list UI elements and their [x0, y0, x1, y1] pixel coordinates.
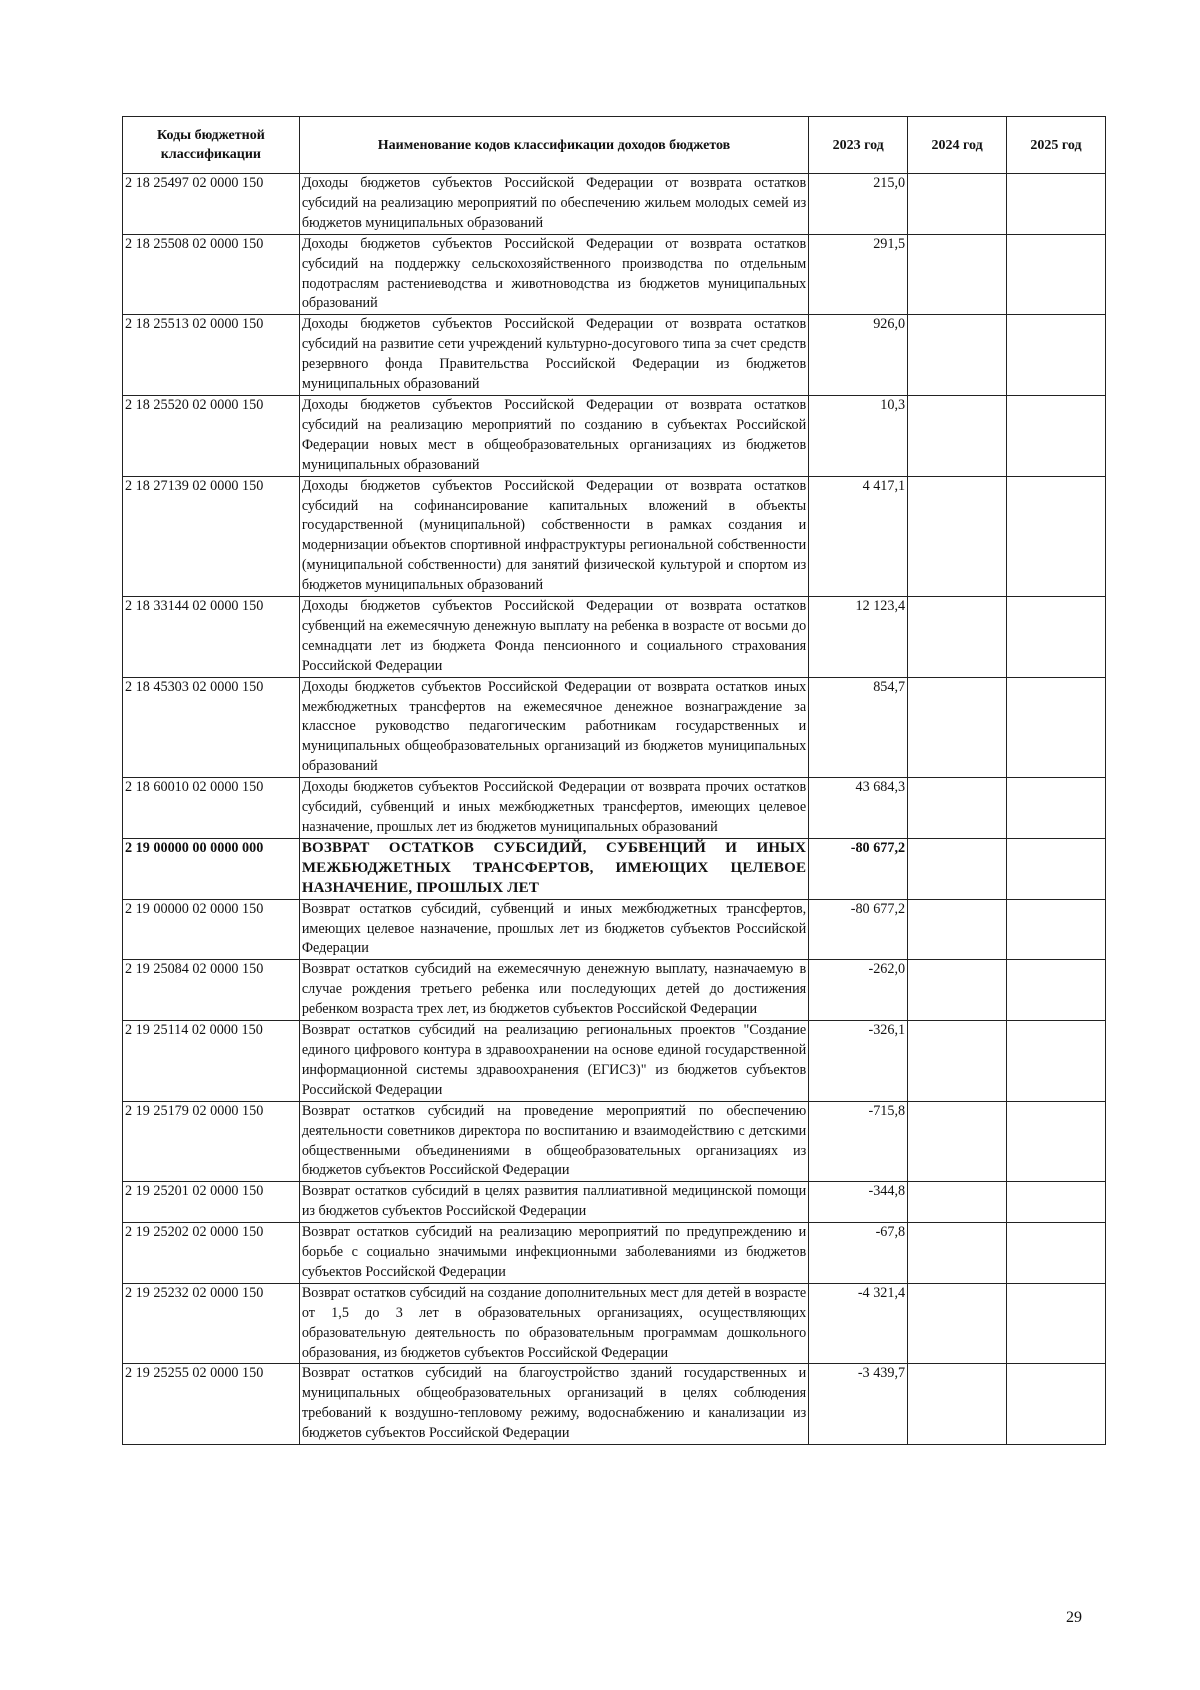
row-name: Доходы бюджетов субъектов Российской Федерации от возврата остатков субвенций на ежемесячную денежную выплату на ребенка в возрасте от восьми до семнадцати лет из бюджета Фонда пенсионного и социального страхования Российской Федерации [299, 597, 808, 678]
row-name: Доходы бюджетов субъектов Российской Федерации от возврата остатков иных межбюджетных трансфертов на ежемесячное денежное вознаграждение за классное руководство педагогическим работникам государственных и муниципальных общеобразовательных организаций из бюджетов муниципальных образований [299, 677, 808, 778]
row-value-2025 [1007, 838, 1106, 899]
row-value-2025 [1007, 677, 1106, 778]
row-value-2024 [908, 838, 1007, 899]
row-code: 2 19 25201 02 0000 150 [123, 1182, 300, 1223]
row-value-2024 [908, 174, 1007, 235]
row-value-2023: 43 684,3 [809, 778, 908, 839]
table-row [123, 677, 1106, 778]
row-code: 2 18 27139 02 0000 150 [123, 476, 300, 596]
row-value-2025 [1007, 1283, 1106, 1364]
table-row [123, 899, 1106, 960]
row-value-2024 [908, 899, 1007, 960]
row-value-2024 [908, 1223, 1007, 1284]
row-code: 2 19 00000 00 0000 000 [123, 838, 300, 899]
row-code: 2 19 25255 02 0000 150 [123, 1364, 300, 1445]
table-row [123, 960, 1106, 1021]
row-name: Возврат остатков субсидий на реализацию региональных проектов "Создание единого цифрового контура в здравоохранении на основе единой государственной информационной системы здравоохранения (ЕГИСЗ)" из бюджетов субъектов Российской Федерации [299, 1021, 808, 1102]
row-value-2024 [908, 597, 1007, 678]
row-name: Возврат остатков субсидий в целях развития паллиативной медицинской помощи из бюджетов субъектов Российской Федерации [299, 1182, 808, 1223]
row-code: 2 18 25520 02 0000 150 [123, 395, 300, 476]
row-value-2023: -326,1 [809, 1021, 908, 1102]
row-value-2024 [908, 1101, 1007, 1182]
row-value-2023: -3 439,7 [809, 1364, 908, 1445]
table-row [123, 838, 1106, 899]
row-code: 2 18 33144 02 0000 150 [123, 597, 300, 678]
page-number: 29 [1066, 1609, 1082, 1626]
row-code: 2 18 45303 02 0000 150 [123, 677, 300, 778]
table-row [123, 476, 1106, 596]
row-name: Доходы бюджетов субъектов Российской Федерации от возврата остатков субсидий на реализацию мероприятий по обеспечению жильем молодых семей из бюджетов муниципальных образований [299, 174, 808, 235]
budget-classification-table [122, 116, 1106, 1445]
row-name: Доходы бюджетов субъектов Российской Федерации от возврата остатков субсидий на софинансирование капитальных вложений в объекты государственной (муниципальной) собственности в рамках создания и модернизации объектов спортивной инфраструктуры региональной собственности (муниципальной собственности) для занятий физической культурой и спортом из бюджетов муниципальных образований [299, 476, 808, 596]
row-value-2023: -715,8 [809, 1101, 908, 1182]
row-name: Возврат остатков субсидий на реализацию мероприятий по предупреждению и борьбе с социально значимыми инфекционными заболеваниями из бюджетов субъектов Российской Федерации [299, 1223, 808, 1284]
row-name: Возврат остатков субсидий на ежемесячную денежную выплату, назначаемую в случае рождения третьего ребенка или последующих детей до достижения ребенком возраста трех лет, из бюджетов субъектов Российской Федерации [299, 960, 808, 1021]
header-code: Коды бюджетной классификации [123, 117, 300, 174]
row-name: Возврат остатков субсидий, субвенций и иных межбюджетных трансфертов, имеющих целевое назначение, прошлых лет из бюджетов субъектов Российской Федерации [299, 899, 808, 960]
row-value-2025 [1007, 315, 1106, 396]
row-code: 2 19 25084 02 0000 150 [123, 960, 300, 1021]
row-value-2025 [1007, 899, 1106, 960]
row-value-2025 [1007, 778, 1106, 839]
row-code: 2 19 25179 02 0000 150 [123, 1101, 300, 1182]
row-value-2024 [908, 395, 1007, 476]
row-code: 2 18 25513 02 0000 150 [123, 315, 300, 396]
table-row [123, 174, 1106, 235]
table-row [123, 1364, 1106, 1445]
table-row [123, 395, 1106, 476]
row-value-2024 [908, 677, 1007, 778]
row-code: 2 19 00000 02 0000 150 [123, 899, 300, 960]
row-name: Возврат остатков субсидий на создание дополнительных мест для детей в возрасте от 1,5 до 3 лет в образовательных организациях, осуществляющих образовательную деятельность по образовательным программам дошкольного образования, из бюджетов субъектов Российской Федерации [299, 1283, 808, 1364]
row-value-2025 [1007, 1182, 1106, 1223]
row-value-2023: 10,3 [809, 395, 908, 476]
row-value-2023: -80 677,2 [809, 838, 908, 899]
row-value-2023: -80 677,2 [809, 899, 908, 960]
row-name: Доходы бюджетов субъектов Российской Федерации от возврата остатков субсидий на развитие сети учреждений культурно-досугового типа за счет средств резервного фонда Правительства Российской Федерации из бюджетов муниципальных образований [299, 315, 808, 396]
row-value-2025 [1007, 1021, 1106, 1102]
row-value-2023: 4 417,1 [809, 476, 908, 596]
table-row [123, 1283, 1106, 1364]
row-value-2023: 854,7 [809, 677, 908, 778]
row-name: Доходы бюджетов субъектов Российской Федерации от возврата остатков субсидий на реализацию мероприятий по созданию в субъектах Российской Федерации новых мест в общеобразовательных организациях из бюджетов муниципальных образований [299, 395, 808, 476]
row-value-2025 [1007, 234, 1106, 315]
table-row [123, 1182, 1106, 1223]
row-value-2025 [1007, 597, 1106, 678]
row-code: 2 18 25497 02 0000 150 [123, 174, 300, 235]
row-name: Доходы бюджетов субъектов Российской Федерации от возврата остатков субсидий на поддержку сельскохозяйственного производства по отдельным подотраслям растениеводства и животноводства из бюджетов муниципальных образований [299, 234, 808, 315]
row-value-2023: -67,8 [809, 1223, 908, 1284]
row-value-2023: 12 123,4 [809, 597, 908, 678]
row-value-2024 [908, 1182, 1007, 1223]
header-name: Наименование кодов классификации доходов бюджетов [299, 117, 808, 174]
table-body [123, 174, 1106, 1445]
row-value-2023: 926,0 [809, 315, 908, 396]
row-value-2024 [908, 315, 1007, 396]
row-value-2024 [908, 1283, 1007, 1364]
row-value-2024 [908, 476, 1007, 596]
row-value-2025 [1007, 395, 1106, 476]
row-value-2025 [1007, 1101, 1106, 1182]
table-row [123, 778, 1106, 839]
row-code: 2 19 25202 02 0000 150 [123, 1223, 300, 1284]
table-row [123, 234, 1106, 315]
row-value-2024 [908, 234, 1007, 315]
header-2023: 2023 год [809, 117, 908, 174]
row-value-2023: -344,8 [809, 1182, 908, 1223]
row-value-2024 [908, 960, 1007, 1021]
header-2025: 2025 год [1007, 117, 1106, 174]
table-header-row [123, 117, 1106, 174]
row-value-2023: -262,0 [809, 960, 908, 1021]
row-value-2025 [1007, 1223, 1106, 1284]
row-name: Доходы бюджетов субъектов Российской Федерации от возврата прочих остатков субсидий, субвенций и иных межбюджетных трансфертов, имеющих целевое назначение, прошлых лет из бюджетов муниципальных образований [299, 778, 808, 839]
header-2024: 2024 год [908, 117, 1007, 174]
row-code: 2 19 25114 02 0000 150 [123, 1021, 300, 1102]
row-code: 2 18 60010 02 0000 150 [123, 778, 300, 839]
row-value-2024 [908, 1364, 1007, 1445]
row-value-2024 [908, 778, 1007, 839]
table-row [123, 1021, 1106, 1102]
row-code: 2 18 25508 02 0000 150 [123, 234, 300, 315]
table-row [123, 315, 1106, 396]
row-value-2023: 291,5 [809, 234, 908, 315]
row-value-2025 [1007, 960, 1106, 1021]
row-code: 2 19 25232 02 0000 150 [123, 1283, 300, 1364]
row-value-2025 [1007, 174, 1106, 235]
table-row [123, 597, 1106, 678]
table-row [123, 1223, 1106, 1284]
row-value-2023: 215,0 [809, 174, 908, 235]
row-value-2025 [1007, 1364, 1106, 1445]
table-row [123, 1101, 1106, 1182]
row-name: Возврат остатков субсидий на проведение мероприятий по обеспечению деятельности советников директора по воспитанию и взаимодействию с детскими общественными объединениями в общеобразовательных организациях из бюджетов субъектов Российской Федерации [299, 1101, 808, 1182]
row-name: ВОЗВРАТ ОСТАТКОВ СУБСИДИЙ, СУБВЕНЦИЙ И ИНЫХ МЕЖБЮДЖЕТНЫХ ТРАНСФЕРТОВ, ИМЕЮЩИХ ЦЕЛЕВОЕ НАЗНАЧЕНИЕ, ПРОШЛЫХ ЛЕТ [299, 838, 808, 899]
row-value-2023: -4 321,4 [809, 1283, 908, 1364]
row-value-2024 [908, 1021, 1007, 1102]
row-name: Возврат остатков субсидий на благоустройство зданий государственных и муниципальных общеобразовательных организаций в целях соблюдения требований к воздушно-тепловому режиму, водоснабжению и канализации из бюджетов субъектов Российской Федерации [299, 1364, 808, 1445]
row-value-2025 [1007, 476, 1106, 596]
